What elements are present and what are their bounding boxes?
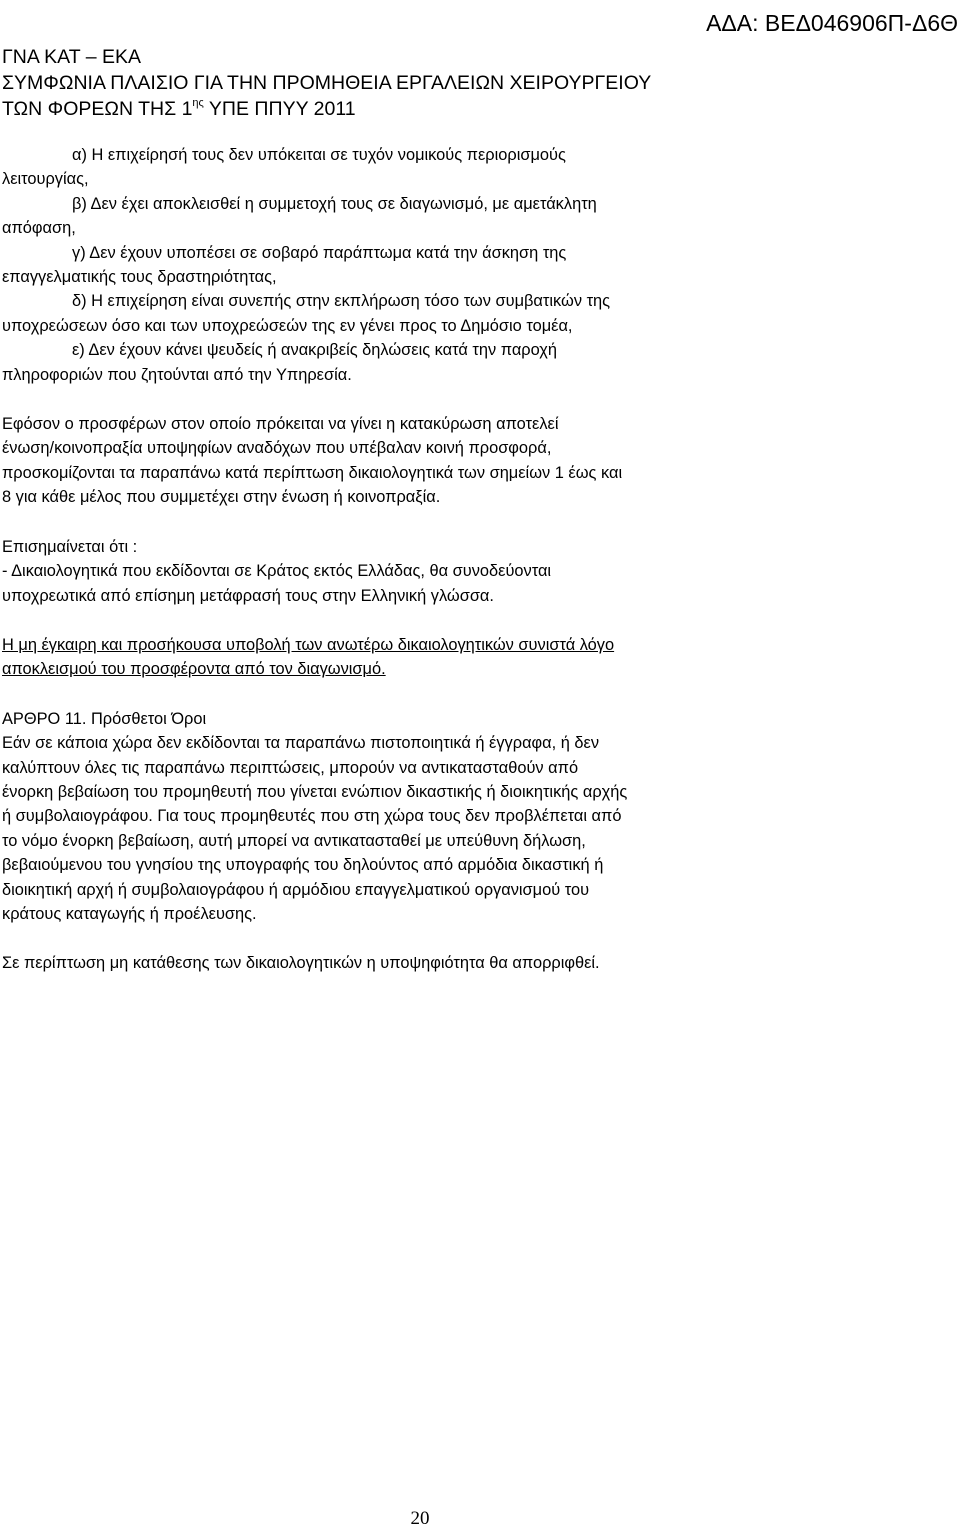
header-line-3-suffix: ΥΠΕ ΠΠΥΥ 2011 <box>203 98 356 120</box>
condition-e-line-1: ε) Δεν έχουν κάνει ψευδείς ή ανακριβείς δηλώσεις κατά την παροχή <box>72 341 558 360</box>
condition-a-line-1: α) Η επιχείρησή τους δεν υπόκειται σε τυχόν νομικούς περιορισμούς <box>72 146 566 164</box>
condition-c-line-2: επαγγελματικής τους δραστηριότητας, <box>2 268 277 287</box>
consortium-paragraph <box>2 412 832 510</box>
consortium-line: 8 για κάθε μέλος που συμμετέχει στην ένωση ή κοινοπραξία. <box>2 488 441 507</box>
consortium-line: Εφόσον ο προσφέρων στον οποίο πρόκειται να γίνει η κατακύρωση αποτελεί <box>2 415 559 434</box>
page-number: 20 <box>410 1508 430 1529</box>
header-line-1: ΓΝΑ ΚΑΤ – ΕΚΑ <box>2 46 141 68</box>
condition-d-line-2: υποχρεώσεων όσο και των υποχρεώσεών της εν γένει προς το Δημόσιο τομέα, <box>2 316 573 335</box>
notice-line: υποχρεωτικά από επίσημη μετάφρασή τους στην Ελληνική γλώσσα. <box>2 586 494 605</box>
article-title: ΑΡΘΡΟ 11. Πρόσθετοι Όροι <box>2 709 207 728</box>
article-line: ένορκη βεβαίωση του προμηθευτή που γίνεται ενώπιον δικαστικής ή διοικητικής αρχής <box>2 782 628 801</box>
rejection-paragraph <box>2 951 832 975</box>
article-line: βεβαιούμενου του γνησίου της υπογραφής του δηλούντος από αρμόδια δικαστική ή <box>2 856 604 875</box>
header-line-3 <box>2 96 651 122</box>
header-line-2: ΣΥΜΦΩΝΙΑ ΠΛΑΙΣΙΟ ΓΙΑ ΤΗΝ ΠΡΟΜΗΘΕΙΑ ΕΡΓΑΛΕΙΩΝ ΧΕΙΡΟΥΡΓΕΙΟΥ <box>2 72 652 94</box>
condition-c-line-1: γ) Δεν έχουν υποπέσει σε σοβαρό παράπτωμα κατά την άσκηση της <box>72 243 567 262</box>
condition-d-line-1: δ) Η επιχείρηση είναι συνεπής στην εκπλήρωση τόσο των συμβατικών της <box>72 292 611 311</box>
header-superscript: ης <box>192 97 204 109</box>
condition-b-line-2: απόφαση, <box>2 219 76 238</box>
warning-line: αποκλεισμού του προσφέροντα από τον διαγωνισμό. <box>2 660 386 679</box>
header-line-3-prefix: ΤΩΝ ΦΟΡΕΩΝ ΤΗΣ 1 <box>2 98 193 120</box>
notice-line: Επισημαίνεται ότι : <box>2 537 138 556</box>
article-line: ή συμβολαιογράφου. Για τους προμηθευτές που στη χώρα τους δεν προβλέπεται από <box>2 807 622 826</box>
article-line: καλύπτουν όλες τις παραπάνω περιπτώσεις, μπορούν να αντικατασταθούν από <box>2 758 579 777</box>
document-header <box>2 44 651 122</box>
rejection-line: Σε περίπτωση μη κατάθεσης των δικαιολογητικών η υποψηφιότητα θα απορριφθεί. <box>2 954 600 973</box>
article-section <box>2 707 832 927</box>
conditions-list <box>2 143 832 387</box>
condition-b-line-1: β) Δεν έχει αποκλεισθεί η συμμετοχή τους σε διαγωνισμό, με αμετάκλητη <box>72 194 597 213</box>
notice-line: - Δικαιολογητικά που εκδίδονται σε Κράτος εκτός Ελλάδας, θα συνοδεύονται <box>2 562 552 581</box>
consortium-line: ένωση/κοινοπραξία υποψηφίων αναδόχων που υπέβαλαν κοινή προσφορά, <box>2 439 552 458</box>
article-line: κράτους καταγωγής ή προέλευσης. <box>2 904 257 923</box>
article-line: το νόμο ένορκη βεβαίωση, αυτή μπορεί να αντικατασταθεί με υπεύθυνη δήλωση, <box>2 831 586 850</box>
consortium-line: προσκομίζονται τα παραπάνω κατά περίπτωση δικαιολογητικά των σημείων 1 έως και <box>2 463 623 482</box>
warning-paragraph <box>2 633 832 682</box>
ada-code: ΑΔΑ: ΒΕΔ046906Π-Δ6Θ <box>706 10 958 36</box>
notice-paragraph <box>2 535 832 608</box>
document-body <box>2 143 832 976</box>
warning-line: Η μη έγκαιρη και προσήκουσα υποβολή των ανωτέρω δικαιολογητικών συνιστά λόγο <box>2 635 615 654</box>
article-line: διοικητική αρχή ή συμβολαιογράφου ή αρμόδιου επαγγελματικού οργανισμού του <box>2 880 590 899</box>
article-line: Εάν σε κάποια χώρα δεν εκδίδονται τα παραπάνω πιστοποιητικά ή έγγραφα, ή δεν <box>2 734 600 753</box>
condition-a-line-2: λειτουργίας, <box>2 170 89 189</box>
condition-e-line-2: πληροφοριών που ζητούνται από την Υπηρεσία. <box>2 365 352 384</box>
